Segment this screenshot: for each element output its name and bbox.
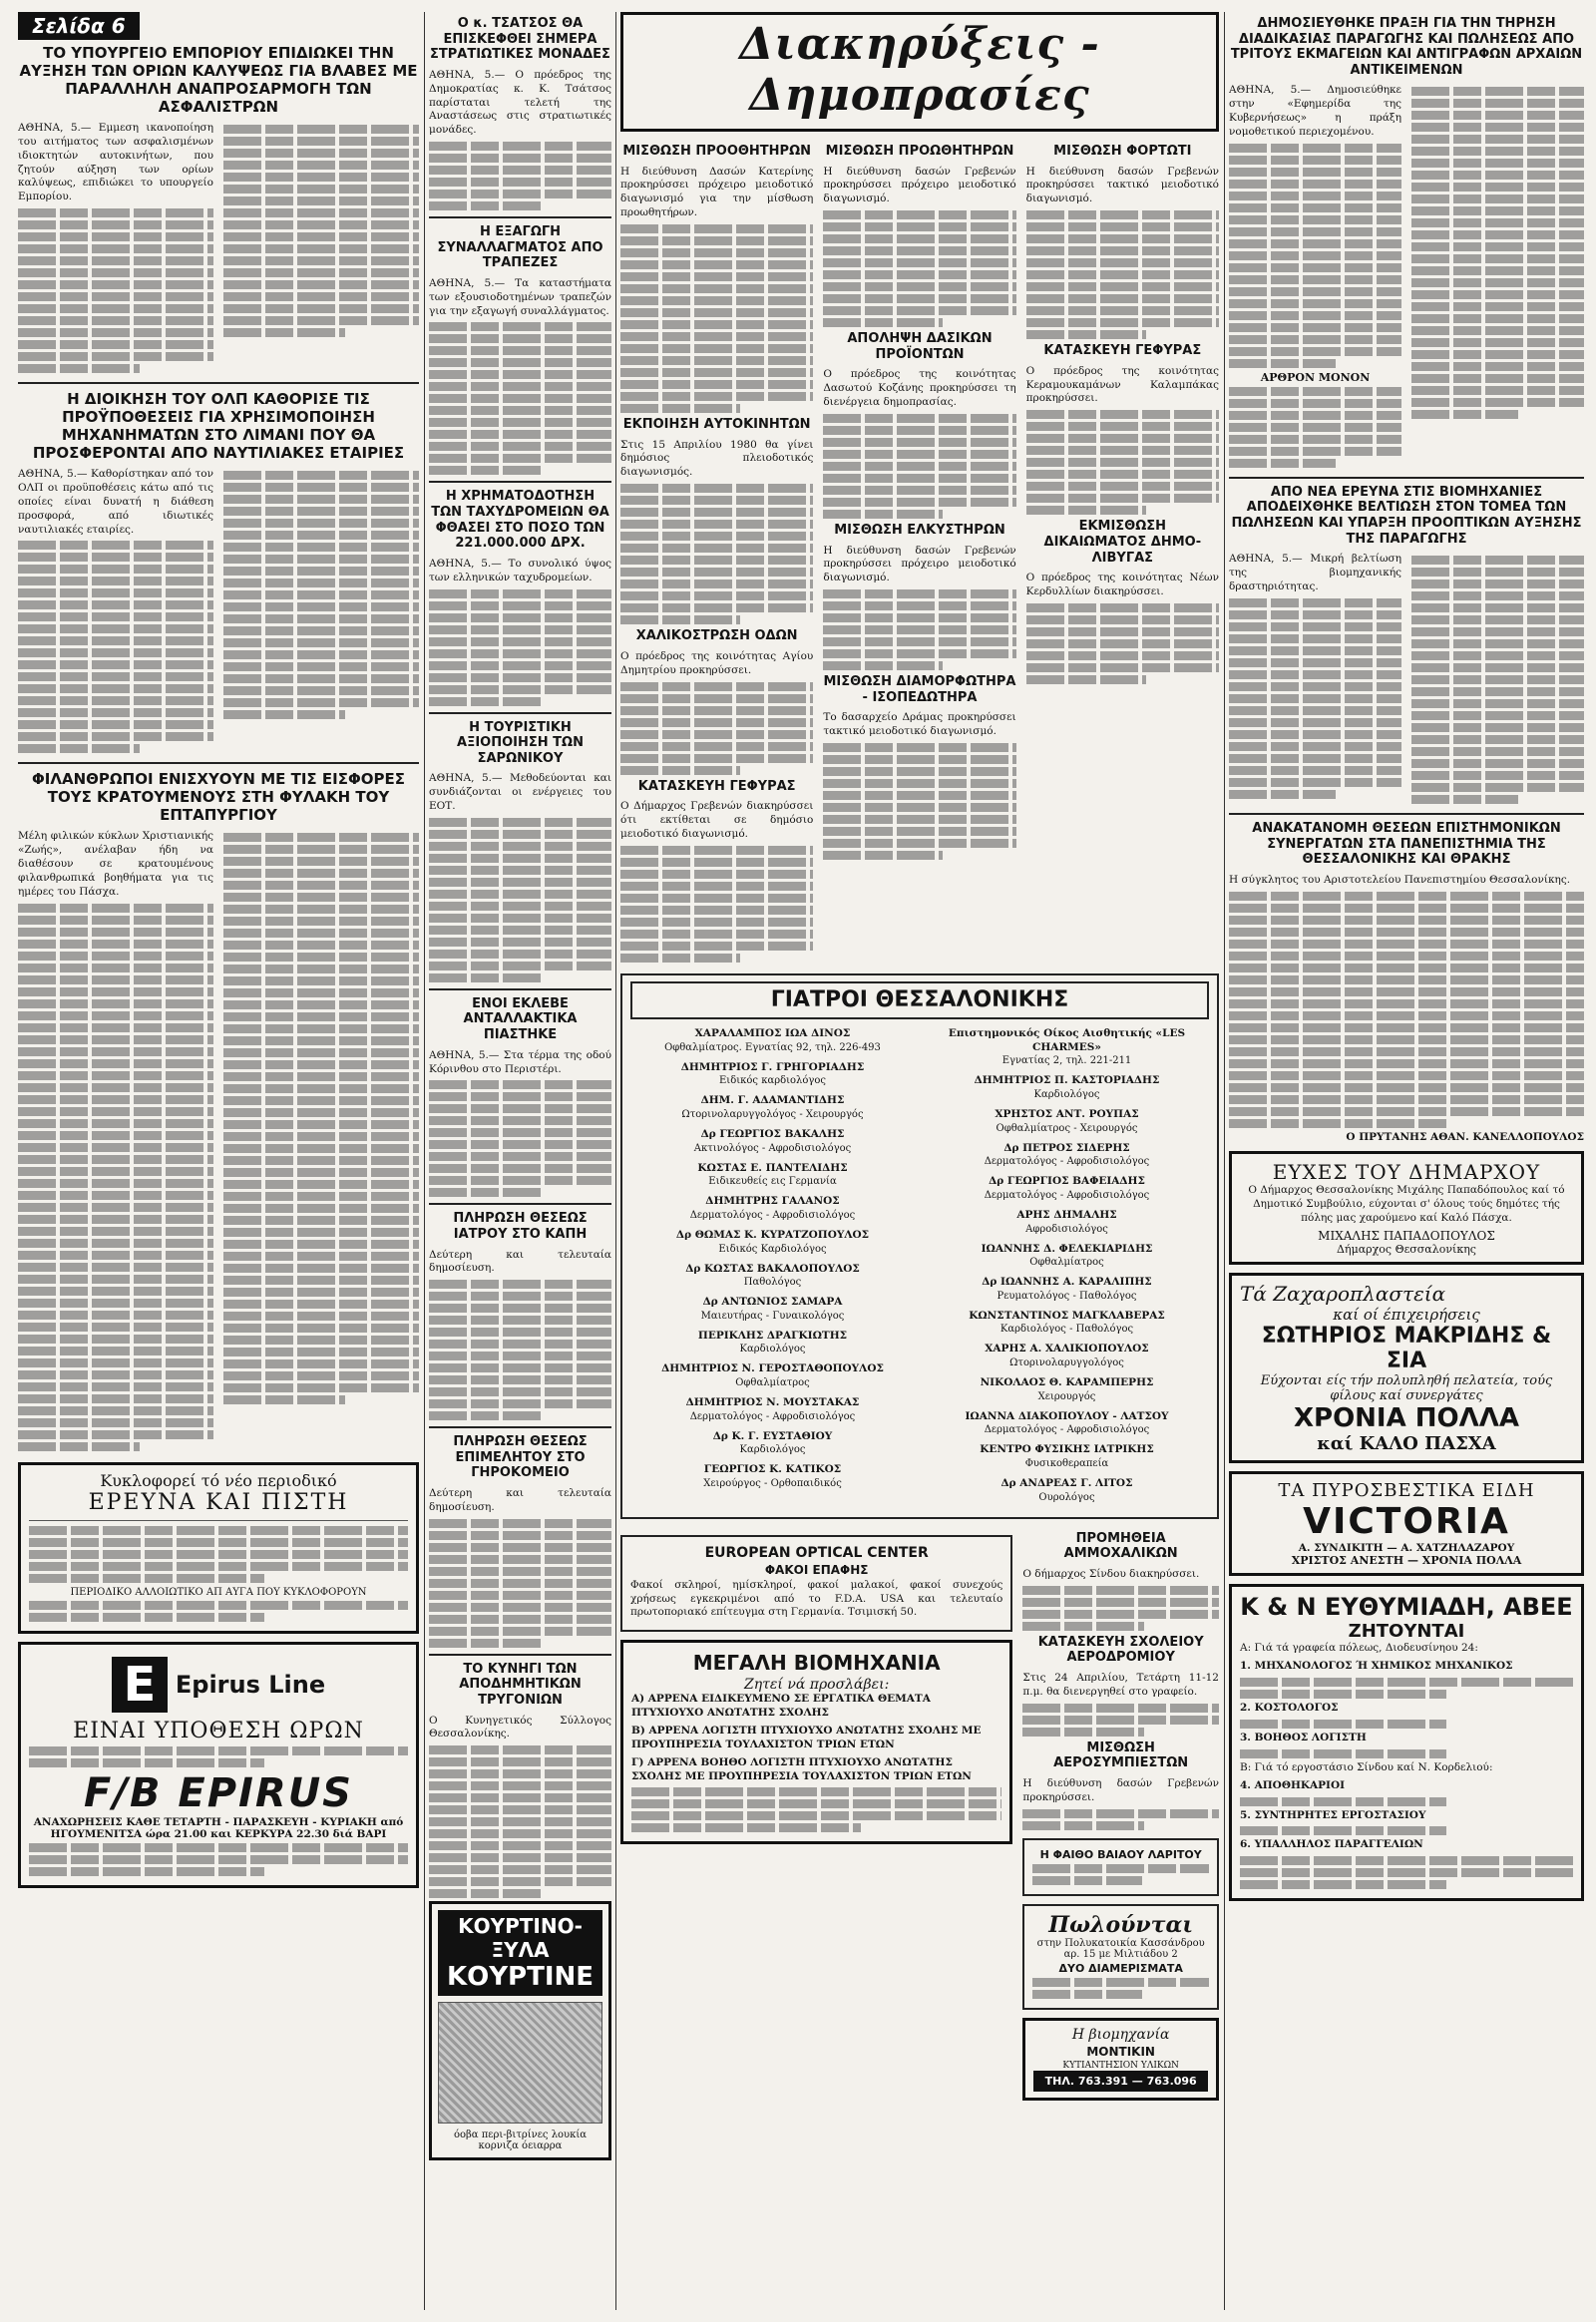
article-headline: Η ΔΙΟΙΚΗΣΗ ΤΟΥ ΟΛΠ ΚΑΘΟΡΙΣΕ ΤΙΣ ΠΡΟΫΠΟΘΕΣΕΙΣ ΓΙΑ ΧΡΗΣΙΜΟΠΟΙΗΣΗ ΜΗΧΑΝΗΜΑΤΩΝ ΣΤΟ ΛΙΜΑΝΙ ΠΟΥ ΘΑ ΠΡΟΣΦΕΡΟΝΤΑΙ ΑΠΟ ΝΑΥΤΙΛΙΑΚΕΣ ΕΤΑΙΡΙΕΣ	[32, 390, 405, 463]
sweets-wish: Εύχονται είς τήν πολυπληθή πελατεία, τούς φίλους καί συνεργάτες	[1260, 1373, 1553, 1404]
mayor-wishes-text: Ο Δήμαρχος Θεσσαλονίκης Μιχάλης Παπαδόπουλος καί τό Δημοτικό Συμβούλιο, εύχονται σ' όλους τούς δημότες τής πόλης μας χαρούμενο καί Καλό Πάσχα.	[1248, 1183, 1565, 1224]
doctor-entry: ΙΩΑΝΝΑ ΔΙΑΚΟΠΟΥΛΟΥ - ΛΑΤΣΟΥ Δερματολόγος - Αφροδισιολόγος	[965, 1409, 1169, 1436]
sweets-ad	[1229, 1273, 1584, 1463]
evthymiadi-job-6: 6. ΥΠΑΛΛΗΛΟΣ ΠΑΡΑΓΓΕΛΙΩΝ	[1240, 1838, 1423, 1851]
notice-lead: Ο δήμαρχος Σίνδου διακηρύσσει.	[1022, 1567, 1200, 1580]
article-headline: ΠΛΗΡΩΣΗ ΘΕΣΕΩΣ ΕΠΙΜΕΛΗΤΟΥ ΣΤΟ ΓΗΡΟΚΟΜΕΙΟ	[453, 1434, 588, 1481]
doctor-entry: ΔΗΜΗΤΡΙΟΣ Π. ΚΑΣΤΟΡΙΑΔΗΣ Καρδιολόγος	[974, 1074, 1160, 1100]
sweets-end-wish: καί ΚΑΛΟ ΠΑΣΧΑ	[1317, 1433, 1496, 1455]
notice-lead: Ο Δήμαρχος Γρεβενών διακηρύσσει ότι εκτίθεται σε δημόσιο μειοδοτικό διαγωνισμό.	[620, 800, 814, 840]
epirus-brand-name: Epirus Line	[175, 1670, 326, 1699]
doctor-entry: ΙΩΑΝΝΗΣ Δ. ΦΕΛΕΚΙΑΡΙΔΗΣ Οφθαλμίατρος	[981, 1242, 1153, 1269]
notice-lead: Ο πρόεδρος της κοινότητας Νέων Κερδυλλίων διακηρύσσει.	[1025, 572, 1219, 597]
periodical-ad-name: ΕΡΕΥΝΑ ΚΑΙ ΠΙΣΤΗ	[88, 1489, 349, 1515]
page-masthead: Διακηρύξεις - Δημοπρασίες	[620, 12, 1219, 132]
epirus-ship-name: F/B EPIRUS	[84, 1769, 353, 1816]
article-lead: ΑΘΗΝΑ, 5.— Δημοσιεύθηκε στην «Εφημερίδα της Κυβερνήσεως» η πράξη νομοθετικού περιεχομένου.	[1229, 84, 1401, 138]
plastics-ad	[1022, 2018, 1219, 2101]
article-body	[18, 122, 419, 376]
page-section-tag: Σελίδα 6	[18, 12, 140, 40]
article-headline: ΠΛΗΡΩΣΗ ΘΕΣΕΩΣ ΙΑΤΡΟΥ ΣΤΟ ΚΑΠΗ	[453, 1211, 588, 1242]
victoria-ad	[1229, 1471, 1584, 1576]
notice-lead: Ο πρόεδρος της κοινότητας Αγίου Δημητρίου προκηρύσσει.	[620, 649, 814, 676]
notice-title: ΑΠΟΛΗΨΗ ΔΑΣΙΚΩΝ ΠΡΟΪΟΝΤΩΝ	[847, 331, 993, 362]
kourtine-logo	[438, 1910, 602, 1996]
evthymiadi-job-5: 5. ΣΥΝΤΗΡΗΤΕΣ ΕΡΓΟΣΤΑΣΙΟΥ	[1240, 1808, 1426, 1821]
doctor-entry: ΚΕΝΤΡΟ ΦΥΣΙΚΗΣ ΙΑΤΡΙΚΗΣ Φυσικοθεραπεία	[980, 1443, 1154, 1470]
optical-center-subtitle: ΦΑΚΟΙ ΕΠΑΦΗΣ	[764, 1562, 869, 1577]
notice-title: ΕΚΠΟΙΗΣΗ ΑΥΤΟΚΙΝΗΤΩΝ	[622, 417, 811, 433]
victoria-owners: Α. ΣΥΝΔΙΚΙΤΗ — Α. ΧΑΤΖΗΛΑΖΑΡΟΥ	[1298, 1542, 1515, 1555]
column-c	[620, 12, 1219, 2310]
epirus-line-ad	[18, 1642, 419, 1888]
column-d	[1229, 12, 1584, 2310]
sweets-ad-title: Τά Ζαχαροπλαστεία	[1240, 1282, 1446, 1307]
notice-title: ΧΑΛΙΚΟΣΤΡΩΣΗ ΟΔΩΝ	[635, 628, 798, 644]
notice-lead: Στις 24 Απριλίου, Τετάρτη 11-12 π.μ. θα διενεργηθεί στο γραφείο.	[1022, 1671, 1219, 1698]
kourtine-brand: ΚΟΥΡΤΙΝΕ	[446, 1962, 595, 1993]
notice-title: ΚΑΤΑΣΚΕΥΗ ΓΕΦΥΡΑΣ	[1043, 343, 1202, 359]
article-lead: ΑΘΗΝΑ, 5.— Στα τέρμα της οδού Κόρινθου στο Περιστέρι.	[429, 1048, 611, 1075]
doctors-directory-title: ΓΙΑΤΡΟΙ ΘΕΣΣΑΛΟΝΙΚΗΣ	[630, 981, 1209, 1019]
notice-lead: Η διεύθυνση Δασών Κατερίνης προκηρύσσει πρόχειρο μειοδοτικό διαγωνισμό για την μίσθωση προωθητήρων.	[620, 165, 814, 219]
notice-lead: Ο πρόεδρος της κοινότητας Δασωτού Κοζάνης προκηρύσσει τη διενέργεια δημοπρασίας.	[823, 368, 1016, 409]
notices-grid	[620, 140, 1219, 966]
notice-lead: Η διεύθυνση δασών Γρεβενών προκηρύσσει πρόχειρο μειοδοτικό διαγωνισμό.	[823, 544, 1016, 584]
victoria-ad-title: ΤΑ ΠΥΡΟΣΒΕΣΤΙΚΑ ΕΙΔΗ	[1278, 1480, 1535, 1502]
optical-center-ad	[620, 1535, 1012, 1633]
doctor-entry: Δρ ΠΕΤΡΟΣ ΣΙΔΕΡΗΣ Δερματολόγος - Αφροδισιολόγος	[984, 1141, 1150, 1168]
article-lead: ΑΘΗΝΑ, 5.— Το συνολικό ύψος των ελληνικών ταχυδρομείων.	[429, 557, 611, 583]
optical-center-title: EUROPEAN OPTICAL CENTER	[704, 1544, 929, 1561]
periodical-ad	[18, 1462, 419, 1634]
article-sign: ΑΡΘΡΟΝ ΜΟΝΟΝ	[1260, 370, 1371, 384]
notice-title: ΜΙΣΘΩΣΗ ΠΡΟΩΘΗΤΗΡΩΝ	[825, 144, 1014, 159]
doctor-entry: ΔΗΜΗΤΡΙΟΣ Ν. ΓΕΡΟΣΤΑΘΟΠΟΥΛΟΣ Οφθαλμίατρος	[661, 1362, 884, 1389]
doctor-entry: Επιστημονικός Οίκος Αισθητικής «LES CHARMES» Εγνατίας 2, τηλ. 221-211	[948, 1027, 1186, 1067]
epirus-e-icon: E	[112, 1657, 168, 1713]
doctor-entry: Δρ ΙΩΑΝΝΗΣ Α. ΚΑΡΑΛΙΠΗΣ Ρευματολόγος - Παθολόγος	[982, 1276, 1152, 1302]
column-divider	[424, 12, 425, 2310]
article-headline: Η ΧΡΗΜΑΤΟΔΟΤΗΣΗ ΤΩΝ ΤΑΧΥΔΡΟΜΕΙΩΝ ΘΑ ΦΘΑΣΕΙ ΣΤΟ ΠΟΣΟ ΤΩΝ 221.000.000 ΔΡΧ.	[431, 489, 609, 552]
article-lead: ΑΘΗΝΑ, 5.— Μεθοδεύονται και συνδιάζονται οι ενέργειες του ΕΟΤ.	[429, 772, 611, 813]
article-sign: Ο ΠΡΥΤΑΝΗΣ ΑΘΑΝ. ΚΑΝΕΛΛΟΠΟΥΛΟΣ	[1346, 1130, 1584, 1143]
article-body	[18, 830, 419, 1453]
article-headline: ΕΝΟΙ ΕΚΛΕΒΕ ΑΝΤΑΛΛΑΚΤΙΚΑ ΠΙΑΣΤΗΚΕ	[463, 995, 578, 1043]
kourtine-ad	[429, 1901, 611, 2160]
notice-title: ΚΑΤΑΣΚΕΥΗ ΣΧΟΛΕΙΟΥ ΑΕΡΟΔΡΟΜΙΟΥ	[1037, 1634, 1204, 1666]
doctor-entry: ΔΗΜΗΤΡΗΣ ΓΑΛΑΝΟΣ Δερματολόγος - Αφροδισιολόγος	[689, 1195, 856, 1221]
doctor-entry: ΑΡΗΣ ΔΗΜΑΛΗΣ Αφροδισιολόγος	[1016, 1208, 1117, 1235]
notices-grid-lower	[620, 1527, 1219, 2109]
article-body	[1229, 84, 1584, 470]
sweets-ad-subtitle: καί οί έπιχειρήσεις	[1333, 1306, 1480, 1325]
evthymiadi-section-a: Α: Γιά τά γραφεία πόλεως, Διοδευσίνηου 24:	[1240, 1642, 1478, 1655]
evthymiadi-section-b: Β: Γιά τό εργοστάσιο Σίνδου καί Ν. Κορδελιού:	[1240, 1760, 1493, 1773]
industry-job-a: Α) ΑΡΡΕΝΑ ΕΙΔΙΚΕΥΜΕΝΟ ΣΕ ΕΡΓΑΤΙΚΑ ΘΕΜΑΤΑ ΠΤΥΧΙΟΥΧΟ ΑΝΩΤΑΤΗΣ ΣΧΟΛΗΣ	[631, 1693, 931, 1720]
doctor-entry: ΧΑΡΗΣ Α. ΧΑΛΙΚΙΟΠΟΥΛΟΣ Ωτορινολαρυγγολόγος	[985, 1343, 1149, 1369]
notice-title: ΕΚΜΙΣΘΩΣΗ ΔΙΚΑΙΩΜΑΤΟΣ ΔΗΜΟ-ΛΙΒΥΓΑΣ	[1043, 519, 1202, 566]
epirus-schedule: ΑΝΑΧΩΡΗΣΕΙΣ ΚΑΘΕ ΤΕΤΑΡΤΗ - ΠΑΡΑΣΚΕΥΗ - ΚΥΡΙΑΚΗ από ΗΓΟΥΜΕΝΙΤΣΑ ώρα 21.00 και ΚΕΡΚΥΡΑ 22.30 διά ΒΑΡΙ	[33, 1815, 404, 1840]
mayor-name: ΜΙΧΑΛΗΣ ΠΑΠΑΔΟΠΟΥΛΟΣ	[1318, 1229, 1495, 1244]
doctor-entry: ΚΩΝΣΤΑΝΤΙΝΟΣ ΜΑΓΚΛΑΒΕΡΑΣ Καρδιολόγος - Παθολόγος	[969, 1309, 1165, 1336]
article-lead: ΑΘΗΝΑ, 5.— Τα καταστήματα των εξουσιοδοτημένων τραπεζών για την εξαγωγή συναλλάγματος.	[429, 276, 611, 317]
periodical-ad-footer: ΠΕΡΙΟΔΙΚΟ ΑΛΛΟΙΩΤΙΚΟ ΑΠ ΑΥΓΑ ΠΟΥ ΚΥΚΛΟΦΟΡΟΥΝ	[70, 1586, 367, 1598]
sale-subtitle: ΔΥΟ ΔΙΑΜΕΡΙΣΜΑΤΑ	[1058, 1961, 1183, 1975]
article-lead: Δεύτερη και τελευταία δημοσίευση.	[429, 1487, 611, 1513]
column-divider	[1224, 12, 1225, 2310]
article-headline: ΔΗΜΟΣΙΕΥΘΗΚΕ ΠΡΑΞΗ ΓΙΑ ΤΗΝ ΤΗΡΗΣΗ ΔΙΑΔΙΚΑΣΙΑΣ ΠΑΡΑΓΩΓΗΣ ΚΑΙ ΠΩΛΗΣΕΩΣ ΑΠΟ ΤΡΙΤΟΥΣ ΕΚΜΑΓΕΙΩΝ ΚΑΙ ΑΝΤΙΓΡΑΦΩΝ ΑΡΧΑΙΩΝ ΑΝΤΙΚΕΙΜΕΝΩΝ	[1230, 16, 1583, 78]
notice-lead: Το δασαρχείο Δράμας προκηρύσσει τακτικό μειοδοτικό διαγωνισμό.	[823, 711, 1016, 738]
column-divider	[615, 12, 616, 2310]
plastics-phone: ΤΗΛ. 763.391 — 763.096	[1033, 2071, 1208, 2092]
article-lead: ΑΘΗΝΑ, 5.— Μικρή βελτίωση της βιομηχανικής δραστηριότητας.	[1229, 553, 1401, 592]
doctor-entry: Δρ ΓΕΩΡΓΙΟΣ ΒΑΦΕΙΑΔΗΣ Δερματολόγος - Αφροδισιολόγος	[984, 1175, 1150, 1201]
curtain-photo	[438, 2002, 602, 2124]
industry-jobs-ad	[620, 1640, 1012, 1844]
doctor-entry: Δρ ΚΩΣΤΑΣ ΒΑΚΑΛΟΠΟΥΛΟΣ Παθολόγος	[685, 1262, 860, 1289]
doctor-entry: Δρ ΑΝΔΡΕΑΣ Γ. ΛΙΤΟΣ Ουρολόγος	[1000, 1477, 1133, 1503]
doctor-entry: ΝΙΚΟΛΑΟΣ Θ. ΚΑΡΑΜΠΕΡΗΣ Χειρουργός	[980, 1376, 1154, 1402]
article-lead: ΑΘΗΝΑ, 5.— Εμμεση ικανοποίηση του αιτήματος των ασφαλισμένων ιδιοκτητών αυτοκινήτων, που ζητούν αύξηση των ορίων καλύψεως, επιδιώκει το υπουργείο Εμπορίου.	[18, 122, 213, 203]
article-headline: ΤΟ ΚΥΝΗΓΙ ΤΩΝ ΑΠΟΔΗΜΗΤΙΚΩΝ ΤΡΥΓΟΝΙΩΝ	[459, 1661, 582, 1708]
article-headline: Ο κ. ΤΣΑΤΣΟΣ ΘΑ ΕΠΙΣΚΕΦΘΕΙ ΣΗΜΕΡΑ ΣΤΡΑΤΙΩΤΙΚΕΣ ΜΟΝΑΔΕΣ	[430, 16, 610, 63]
notice-lead: Ο πρόεδρος της κοινότητας Κεραμουκαμάνων Καλαμπάκας προκηρύσσει.	[1025, 364, 1219, 405]
notice-title: ΜΙΣΘΩΣΗ ΕΛΚΥΣΤΗΡΩΝ	[834, 522, 1005, 538]
article-lead: ΑΘΗΝΑ, 5.— Ο πρόεδρος της Δημοκρατίας κ. Κ. Τσάτσος παρίσταται τελετή της Αναστάσεως στις στρατιωτικές μονάδες.	[429, 68, 611, 137]
column-a	[18, 12, 419, 2310]
notice-title: ΚΑΤΑΣΚΕΥΗ ΓΕΦΥΡΑΣ	[637, 778, 796, 794]
optical-center-text: Φακοί σκληροί, ημίσκληροί, φακοί μαλακοί, φακοί συνεχούς χρήσεως εγκεκριμένοι από το F.D.A. USA και τελευταίο πρωτοποριακό επίτευγμα στη Γερμανία. Τσιμισκή 50.	[630, 1578, 1003, 1619]
column-b	[429, 12, 611, 2310]
sweets-big-wish: ΧΡΟΝΙΑ ΠΟΛΛΑ	[1293, 1403, 1520, 1434]
doctor-entry: Δρ Κ. Γ. ΕΥΣΤΑΘΙΟΥ Καρδιολόγος	[712, 1429, 833, 1456]
doctor-entry: ΠΕΡΙΚΛΗΣ ΔΡΑΓΚΙΩΤΗΣ Καρδιολόγος	[697, 1329, 848, 1355]
article-headline: ΦΙΛΑΝΘΡΩΠΟΙ ΕΝΙΣΧΥΟΥΝ ΜΕ ΤΙΣ ΕΙΣΦΟΡΕΣ ΤΟΥΣ ΚΡΑΤΟΥΜΕΝΟΥΣ ΣΤΗ ΦΥΛΑΚΗ ΤΟΥ ΕΠΤΑΠΥΡΓΙΟΥ	[32, 770, 405, 825]
article-body	[18, 468, 419, 756]
doctor-entry: ΚΩΣΤΑΣ Ε. ΠΑΝΤΕΛΙΔΗΣ Ειδικευθείς εις Γερμανία	[697, 1161, 848, 1188]
industry-job-c: Γ) ΑΡΡΕΝΑ ΒΟΗΘΟ ΛΟΓΙΣΤΗ ΠΤΥΧΙΟΥΧΟ ΑΝΩΤΑΤΗΣ ΣΧΟΛΗΣ ΜΕ ΠΡΟΥΠΗΡΕΣΙΑ ΤΟΥΛΑΧΙΣΤΟΝ ΤΡΙΩΝ ΕΤΩΝ	[631, 1755, 972, 1782]
victoria-brand: VICTORIA	[1303, 1501, 1510, 1543]
doctors-directory	[620, 973, 1219, 1519]
sale-text: στην Πολυκατοικία Κασσάνδρου αρ. 15 με Μιλτιάδου 2	[1036, 1937, 1205, 1960]
doctor-entry: Δρ ΓΕΩΡΓΙΟΣ ΒΑΚΑΛΗΣ Ακτινολόγος - Αφροδισιολόγος	[693, 1128, 852, 1154]
evthymiadi-job-4: 4. ΑΠΟΘΗΚΑΡΙΟΙ	[1240, 1778, 1346, 1791]
plastics-subtitle: ΚΥΤΙΑΝΤΗΣΙΟΝ ΥΛΙΚΩΝ	[1062, 2060, 1179, 2071]
sale-title: Πωλούνται	[1048, 1911, 1194, 1938]
mayor-wishes-title: ΕΥΧΕΣ ΤΟΥ ΔΗΜΑΡΧΟΥ	[1272, 1159, 1541, 1184]
kourtine-top-label: ΚΟΥΡΤΙΝΟ-ΞΥΛΑ	[458, 1914, 583, 1963]
evthymiadi-job-1: 1. ΜΗΧΑΝΟΛΟΓΟΣ Ή ΧΗΜΙΚΟΣ ΜΗΧΑΝΙΚΟΣ	[1240, 1660, 1513, 1673]
evthymiadi-subtitle: ΖΗΤΟΥΝΤΑΙ	[1348, 1621, 1465, 1643]
article-lead: ΑΘΗΝΑ, 5.— Καθορίστηκαν από τον ΟΛΠ οι προϋποθέσεις κάτω από τις οποίες είναι δυνατή η διάθεση προσφορά, από ιδιωτικές ναυτιλιακές εταιρίες.	[18, 468, 213, 536]
article-headline: ΤΟ ΥΠΟΥΡΓΕΙΟ ΕΜΠΟΡΙΟΥ ΕΠΙΔΙΩΚΕΙ ΤΗΝ ΑΥΞΗΣΗ ΤΩΝ ΟΡΙΩΝ ΚΑΛΥΨΕΩΣ ΓΙΑ ΒΛΑΒΕΣ ΜΕ ΠΑΡΑΛΛΗΛΗ ΑΝΑΠΡΟΣΑΡΜΟΓΗ ΤΩΝ ΑΣΦΑΛΙΣΤΡΩΝ	[19, 44, 418, 116]
sale-ad	[1022, 1904, 1219, 2010]
article-lead: Δεύτερη και τελευταία δημοσίευση.	[429, 1248, 611, 1275]
article-body	[1229, 553, 1584, 807]
doctor-entry: Δρ ΘΩΜΑΣ Κ. ΚΥΡΑΤΖΟΠΟΥΛΟΣ Ειδικός Καρδιολόγος	[675, 1228, 870, 1255]
notice-title: ΜΙΣΘΩΣΗ ΠΡΟΟΘΗΤΗΡΩΝ	[622, 144, 812, 159]
notice-lead: Στις 15 Απριλίου 1980 θα γίνει δημόσιος πλειοδοτικός διαγωνισμός.	[620, 438, 814, 479]
article-headline: ΑΠΟ ΝΕΑ ΕΡΕΥΝΑ ΣΤΙΣ ΒΙΟΜΗΧΑΝΙΕΣ ΑΠΟΔΕΙΧΘΗΚΕ ΒΕΛΤΙΩΣΗ ΣΤΟΝ ΤΟΜΕΑ ΤΩΝ ΠΩΛΗΣΕΩΝ ΚΑΙ ΥΠΑΡΞΗ ΠΡΟΟΠΤΙΚΩΝ ΑΥΞΗΣΗΣ ΤΗΣ ΠΑΡΑΓΩΓΗΣ	[1231, 484, 1582, 547]
doctor-entry: ΔΗΜΗΤΡΙΟΣ Ν. ΜΟΥΣΤΑΚΑΣ Δερματολόγος - Αφροδισιολόγος	[685, 1396, 860, 1422]
epirus-logo	[29, 1657, 408, 1713]
evthymiadi-job-2: 2. ΚΟΣΤΟΛΟΓΟΣ	[1240, 1702, 1339, 1715]
doctor-entry: ΧΡΗΣΤΟΣ ΑΝΤ. ΡΟΥΠΑΣ Οφθαλμίατρος - Χειρουργός	[995, 1108, 1139, 1134]
kourtine-footer: όοβα περι-βιτρίνες λουκία κορνιζα όειαρρα	[453, 2129, 588, 2152]
evthymiadi-company: Κ & Ν ΕΥΘΥΜΙΑΔΗ, ΑΒΕΕ	[1240, 1593, 1573, 1622]
evthymiadi-jobs-ad	[1229, 1584, 1584, 1901]
plastics-name: ΜΟΝΤΙΚΙΝ	[1086, 2044, 1155, 2059]
article-headline: ΑΝΑΚΑΤΑΝΟΜΗ ΘΕΣΕΩΝ ΕΠΙΣΤΗΜΟΝΙΚΩΝ ΣΥΝΕΡΓΑΤΩΝ ΣΤΑ ΠΑΝΕΠΙΣΤΗΜΙΑ ΤΗΣ ΘΕΣΣΑΛΟΝΙΚΗΣ ΚΑΙ ΘΡΑΚΗΣ	[1252, 821, 1561, 868]
notice-title: ΜΙΣΘΩΣΗ ΑΕΡΟΣΥΜΠΙΕΣΤΩΝ	[1053, 1740, 1189, 1771]
epirus-slogan: ΕΙΝΑΙ ΥΠΟΘΕΣΗ ΩΡΩΝ	[73, 1718, 364, 1743]
plastics-title: Η βιομηχανία	[1071, 2026, 1170, 2043]
victoria-wish: ΧΡΙΣΤΟΣ ΑΝΕΣΤΗ — ΧΡΟΝΙΑ ΠΟΛΛΑ	[1291, 1554, 1522, 1568]
article-lead: Η σύγκλητος του Αριστοτελείου Πανεπιστημίου Θεσσαλονίκης.	[1229, 873, 1571, 886]
mayor-role: Δήμαρχος Θεσσαλονίκης	[1337, 1243, 1476, 1257]
notice-title: ΠΡΟΜΗΘΕΙΑ ΑΜΜΟΧΑΛΙΚΩΝ	[1063, 1530, 1178, 1562]
mayor-wishes-ad	[1229, 1151, 1584, 1266]
industry-subtitle: Ζητεί νά προσλάβει:	[744, 1677, 890, 1694]
notice-title: ΜΙΣΘΩΣΗ ΔΙΑΜΟΡΦΩΤΗΡΑ - ΙΣΟΠΕΔΩΤΗΡΑ	[823, 674, 1016, 705]
industry-job-b: Β) ΑΡΡΕΝΑ ΛΟΓΙΣΤΗ ΠΤΥΧΙΟΥΧΟ ΑΝΩΤΑΤΗΣ ΣΧΟΛΗΣ ΜΕ ΠΡΟΥΠΗΡΕΣΙΑ ΤΟΥΛΑΧΙΣΤΟΝ ΤΡΙΩΝ ΕΤΩΝ	[631, 1724, 982, 1750]
industry-title: ΜΕΓΑΛΗ ΒΙΟΜΗΧΑΝΙΑ	[692, 1651, 941, 1676]
article-headline: Η ΤΟΥΡΙΣΤΙΚΗ ΑΞΙΟΠΟΙΗΣΗ ΤΩΝ ΣΑΡΩΝΙΚΟΥ	[457, 719, 584, 766]
flat-notice-title: Η ΦΑΙΘΟ ΒΑΙΑΟΥ ΛΑΡΙΤΟΥ	[1039, 1847, 1202, 1861]
doctor-entry: ΔΗΜ. Γ. ΑΔΑΜΑΝΤΙΔΗΣ Ωτορινολαρυγγολόγος - Χειρουργός	[681, 1094, 864, 1120]
doctor-entry: ΧΑΡΑΛΑΜΠΟΣ ΙΩΑ ΔΙΝΟΣ Οφθαλμίατρος. Εγνατίας 92, τηλ. 226-493	[664, 1027, 881, 1053]
evthymiadi-job-3: 3. ΒΟΗΘΟΣ ΛΟΓΙΣΤΗ	[1240, 1731, 1367, 1743]
notice-lead: Η διεύθυνση δασών Γρεβενών προκηρύσσει πρόχειρο μειοδοτικό διαγωνισμό.	[823, 165, 1016, 205]
periodical-ad-title: Κυκλοφορεί τό νέο περιοδικό	[100, 1470, 337, 1490]
notice-title: ΜΙΣΘΩΣΗ ΦΟΡΤΩΤΙ	[1053, 144, 1192, 159]
doctor-entry: ΓΕΩΡΓΙΟΣ Κ. ΚΑΤΙΚΟΣ Χειρούργος - Ορθοπαιδικός	[703, 1463, 842, 1490]
article-lead: Μέλη φιλικών κύκλων Χριστιανικής «Ζωής», ανέλαβαν ήδη να διαθέσουν σε κρατουμένους φιλανθρωπικά βοηθήματα για τις ημέρες του Πάσχα.	[18, 830, 213, 898]
flat-notice	[1022, 1838, 1219, 1896]
notice-lead: Η διεύθυνση δασών Γρεβενών προκηρύσσει.	[1022, 1776, 1219, 1803]
doctor-entry: ΔΗΜΗΤΡΙΟΣ Γ. ΓΡΗΓΟΡΙΑΔΗΣ Ειδικός καρδιολόγος	[680, 1060, 865, 1087]
article-headline: Η ΕΞΑΓΩΓΗ ΣΥΝΑΛΛΑΓΜΑΤΟΣ ΑΠΟ ΤΡΑΠΕΖΕΣ	[437, 224, 603, 271]
doctor-entry: Δρ ΑΝΤΩΝΙΟΣ ΣΑΜΑΡΑ Μαιευτήρας - Γυναικολόγος	[700, 1296, 845, 1322]
article-lead: Ο Κυνηγετικός Σύλλογος Θεσσαλονίκης.	[429, 1714, 611, 1741]
notice-lead: Η διεύθυνση δασών Γρεβενών προκηρύσσει τακτικό μειοδοτικό διαγωνισμό.	[1025, 165, 1219, 205]
sweets-company-name: ΣΩΤΗΡΙΟΣ ΜΑΚΡΙΔΗΣ & ΣΙΑ	[1261, 1324, 1552, 1374]
